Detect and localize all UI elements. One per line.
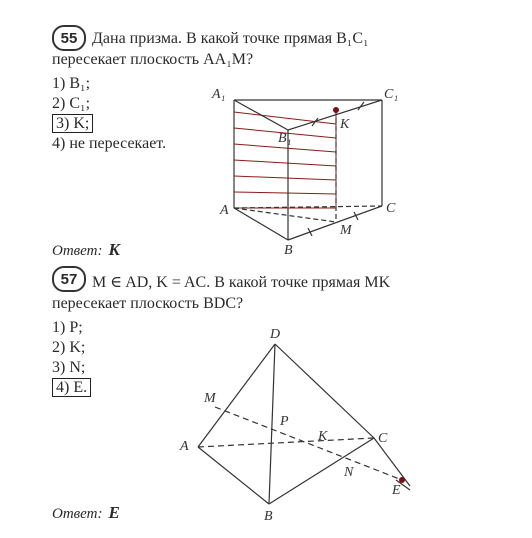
option-3[interactable]: 3) N;	[52, 359, 86, 376]
problem-number-badge	[52, 266, 86, 292]
problem-statement-cont	[52, 293, 472, 314]
statement-line: M ∈ AD, K = AC. В какой точке прямая MK	[92, 274, 391, 291]
line-mk	[215, 407, 402, 480]
hatch-line	[234, 112, 336, 124]
option-4[interactable]: 4) не пересекает.	[52, 135, 167, 152]
problem-number-badge	[52, 25, 86, 51]
edge-bc	[288, 206, 382, 240]
label-e: E	[392, 483, 401, 498]
tetrahedron-figure	[170, 322, 430, 522]
answer-label: Ответ:	[52, 243, 103, 259]
answer-value: E	[108, 503, 120, 522]
answer-label: Ответ:	[52, 506, 103, 522]
edge-ac-hidden	[198, 438, 374, 447]
answer-line	[52, 240, 120, 260]
label-c: C	[378, 431, 388, 446]
edge-ab	[198, 447, 269, 504]
problem-statement-cont	[52, 49, 472, 70]
option-1[interactable]: 1) P;	[52, 319, 83, 336]
option-1[interactable]: 1) B₁;	[52, 75, 91, 92]
label-d: D	[270, 327, 281, 342]
option-2[interactable]: 2) K;	[52, 339, 86, 356]
label-p: P	[280, 414, 289, 429]
edge-bc	[269, 438, 374, 504]
option-3[interactable]	[52, 114, 166, 134]
problem-statement	[92, 28, 512, 49]
label-c1: C₁	[384, 87, 399, 102]
label-a: A	[180, 439, 189, 454]
label-n: N	[344, 465, 354, 480]
hatch-line	[234, 160, 336, 166]
statement-line: Дана призма. В какой точке прямая B₁C₁	[92, 30, 369, 47]
label-m: M	[340, 223, 352, 238]
edge-b1c1	[288, 100, 382, 130]
hatch-lines	[234, 100, 336, 208]
label-a: A	[220, 203, 229, 218]
answer-options	[52, 318, 91, 398]
answer-value: K	[108, 240, 120, 259]
answer-line	[52, 503, 120, 523]
point-k	[333, 107, 339, 113]
selected-option: 4) E.	[52, 378, 91, 397]
edge-db	[269, 344, 275, 504]
edge-a1b1	[234, 100, 288, 130]
statement-line: пересекает плоскость BDC?	[52, 295, 244, 312]
label-b: B	[284, 243, 293, 258]
option-2[interactable]: 2) C₁;	[52, 95, 91, 112]
label-k: K	[340, 117, 350, 132]
statement-line: пересекает плоскость AA₁M?	[52, 51, 254, 68]
answer-options	[52, 74, 166, 154]
edge-dc	[275, 344, 374, 438]
label-a1: A₁	[212, 87, 226, 102]
selected-option: 3) K;	[52, 114, 93, 133]
label-k: K	[318, 429, 328, 444]
segment-am	[234, 208, 336, 222]
edge-ab	[234, 208, 288, 240]
hatch-line	[234, 176, 336, 180]
label-b1: B₁	[278, 131, 292, 146]
prism-figure	[200, 80, 420, 260]
label-b: B	[264, 509, 273, 522]
label-m: M	[204, 391, 216, 406]
option-4[interactable]	[52, 378, 91, 398]
label-c: C	[386, 201, 396, 216]
problem-number: 57	[60, 270, 78, 288]
problem-statement	[92, 272, 512, 293]
hatch-line	[234, 192, 336, 194]
problem-number: 55	[60, 29, 78, 47]
